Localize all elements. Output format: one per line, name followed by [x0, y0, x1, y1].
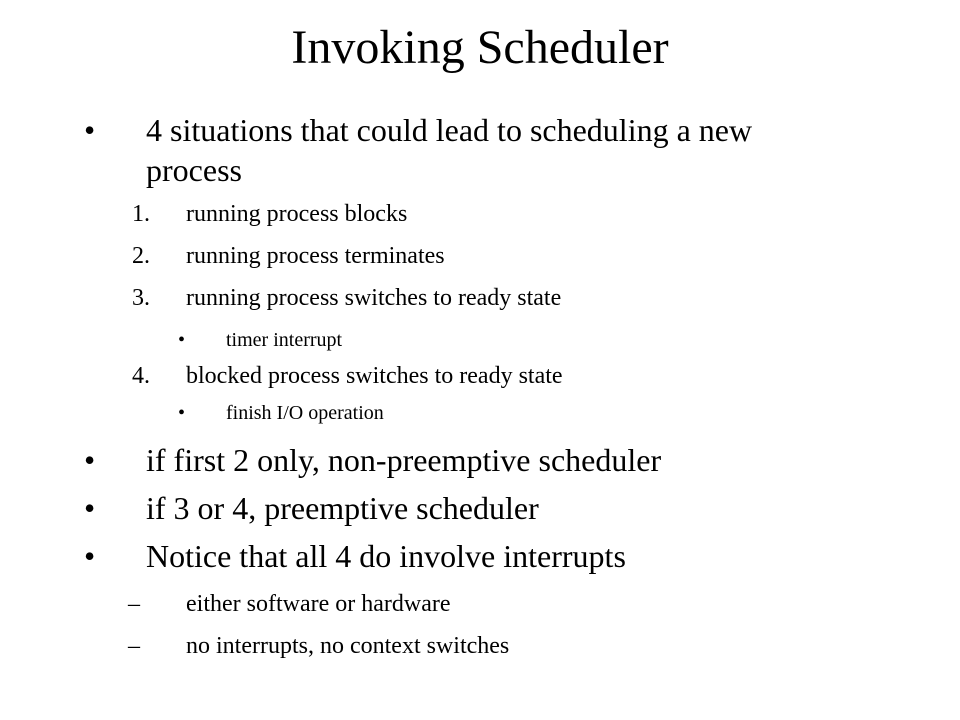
- sub-bullet-marker: •: [178, 329, 186, 351]
- list-number: 2.: [132, 243, 150, 269]
- dash-marker: –: [128, 633, 140, 659]
- bullet-text: if first 2 only, non-preemptive scheduler: [146, 442, 662, 478]
- sub-bullet-text: finish I/O operation: [226, 402, 384, 424]
- sub-bullet-marker: •: [178, 402, 186, 424]
- bullet-marker: •: [84, 490, 96, 526]
- sub-item-text: either software or hardware: [186, 591, 451, 617]
- list-item: blocked process switches to ready state: [186, 363, 563, 389]
- list-number: 1.: [132, 201, 150, 227]
- dash-marker: –: [128, 591, 140, 617]
- bullet-text: 4 situations that could lead to scheduling a new: [146, 112, 753, 148]
- bullet-marker: •: [84, 538, 96, 574]
- list-item: running process blocks: [186, 201, 408, 227]
- bullet-text: if 3 or 4, preemptive scheduler: [146, 490, 539, 526]
- list-number: 3.: [132, 285, 150, 311]
- bullet-marker: •: [84, 112, 96, 148]
- list-number: 4.: [132, 363, 150, 389]
- list-item: running process terminates: [186, 243, 445, 269]
- list-item: running process switches to ready state: [186, 285, 562, 311]
- bullet-marker: •: [84, 442, 96, 478]
- slide-title: Invoking Scheduler: [291, 21, 669, 74]
- bullet-text: Notice that all 4 do involve interrupts: [146, 538, 626, 574]
- sub-bullet-text: timer interrupt: [226, 329, 343, 351]
- bullet-text-continuation: process: [146, 152, 242, 188]
- sub-item-text: no interrupts, no context switches: [186, 633, 510, 659]
